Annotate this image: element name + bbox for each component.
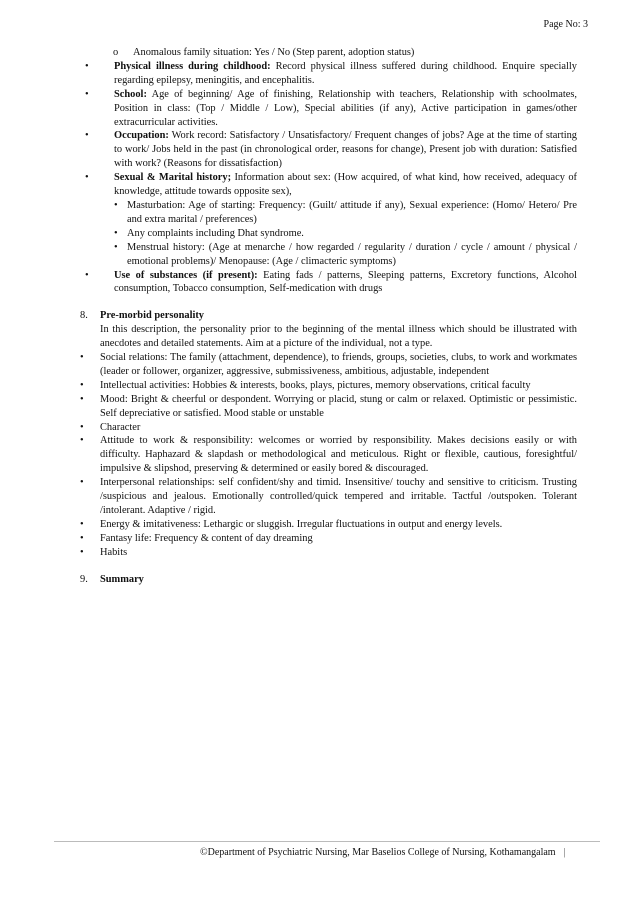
item-text: Character — [100, 421, 141, 433]
bullet-marker: • — [85, 88, 89, 100]
circle-item — [113, 46, 577, 60]
list-item-school — [85, 88, 577, 130]
list-item-occupation — [85, 129, 577, 171]
bullet-marker: • — [85, 269, 89, 281]
bullet-marker: • — [114, 199, 118, 211]
sub-item-masturbation — [114, 199, 577, 227]
list-item-physical-illness — [85, 60, 577, 88]
circle-marker: o — [113, 47, 119, 58]
sub-item-text: Menstrual history: (Age at menarche / how regarded / regularity / duration / cycle / amount / physical / emotional problems)/ Menopause: (Age / climacteric symptoms) — [127, 241, 577, 267]
personality-item — [80, 379, 577, 393]
personality-item — [80, 546, 577, 560]
footer-text: ©Department of Psychiatric Nursing, Mar Baselios College of Nursing, Kothamangalam — [200, 847, 556, 858]
bullet-marker: • — [85, 172, 89, 184]
sub-item-menstrual — [114, 241, 577, 269]
item-text: Eating fads / patterns, Sleeping patterns, Excretory functions, Alcohol consumption, Tobacco consumption, Self-medication with drugs — [114, 269, 577, 295]
item-text: Habits — [100, 546, 128, 558]
personality-item — [80, 476, 577, 518]
bullet-marker: • — [80, 532, 84, 544]
section-title: Summary — [100, 573, 144, 585]
sub-item-text: Masturbation: Age of starting: Frequency: (Guilt/ attitude if any), Sexual experience: (Homo/ Hetero/ Pre and extra marital / preferences) — [127, 199, 577, 225]
item-text: Age of beginning/ Age of finishing, Relationship with teachers, Relationship with schoolmates, Position in class: (Top / Middle / Low), Special abilities (if any), Active participation in games/other extracurricular activities. — [114, 88, 577, 128]
section-number: 8. — [80, 310, 88, 322]
item-text: Information about sex: (How acquired, of what kind, how received, adequacy of knowledge, attitude towards opposite sex), — [114, 172, 577, 198]
circle-item-text: Anomalous family situation: Yes / No (Step parent, adoption status) — [133, 47, 415, 58]
bullet-marker: • — [80, 518, 84, 530]
personality-item — [80, 518, 577, 532]
bullet-marker: • — [85, 60, 89, 72]
item-text: Intellectual activities: Hobbies & interests, books, plays, pictures, memory observations, critical faculty — [100, 379, 531, 391]
bullet-marker: • — [80, 435, 84, 447]
item-text: Work record: Satisfactory / Unsatisfactory/ Frequent changes of jobs? Age at the time of starting to work/ Jobs held in the past (in chronological order, reasons for change), Present job with duration: Satisfied with work? (Reasons for dissatisfaction) — [114, 130, 577, 170]
list-item-sexual-marital — [85, 171, 577, 199]
personality-item — [80, 351, 577, 379]
bullet-marker: • — [80, 421, 84, 433]
item-label: Occupation: — [114, 130, 169, 142]
list-item-substances — [85, 269, 577, 297]
section-9-heading — [80, 573, 577, 587]
item-text: Attitude to work & responsibility: welcomes or worried by responsibility. Makes decisions easily or with difficulty. Haphazard & slapdash or methodological and meticulous. Right or flexible, cautious, foresightful/ impulsive & slipshod, preserving & determined or easily bored & discouraged. — [100, 435, 577, 475]
footer-separator: | — [563, 847, 566, 858]
bullet-marker: • — [80, 352, 84, 364]
item-text: Social relations: The family (attachment, dependence), to friends, groups, societies, clubs, to work and workmates (leader or follower, organizer, aggressive, submissiveness, ambitious, adjustable, independent — [100, 352, 577, 377]
item-text: Interpersonal relationships: self confident/shy and timid. Insensitive/ touchy and sensitive to criticism. Trusting /suspicious and jealous. Emotionally controlled/quick tempered and irritable. Tactful /outspoken. Tolerant /intolerant. Adaptive / rigid. — [100, 477, 577, 516]
personality-item — [80, 421, 577, 435]
bullet-marker: • — [80, 477, 84, 489]
bullet-marker: • — [85, 130, 89, 142]
personality-item — [80, 434, 577, 476]
footer-divider — [54, 841, 600, 842]
item-label: School: — [114, 88, 147, 100]
bullet-marker: • — [80, 393, 84, 405]
bullet-marker: • — [114, 241, 118, 253]
item-label: Use of substances (if present): — [114, 269, 258, 281]
personality-item — [80, 393, 577, 421]
bullet-marker: • — [80, 379, 84, 391]
section-number: 9. — [80, 573, 88, 585]
section-title: Pre-morbid personality — [100, 310, 204, 322]
personality-item — [80, 532, 577, 546]
page-number: Page No: 3 — [543, 19, 588, 30]
section-8-heading — [80, 309, 577, 323]
item-text: Fantasy life: Frequency & content of day dreaming — [100, 532, 313, 544]
sub-item-dhat — [114, 227, 577, 241]
footer — [200, 847, 566, 858]
item-text: Energy & imitativeness: Lethargic or sluggish. Irregular fluctuations in output and energy levels. — [100, 518, 503, 530]
item-text: Mood: Bright & cheerful or despondent. Worrying or placid, stung or calm or relaxed. Optimistic or pessimistic. Self depreciative or satisfied. Mood stable or unstable — [100, 393, 577, 419]
item-label: Physical illness during childhood: — [114, 60, 271, 72]
document-body — [80, 46, 577, 587]
bullet-marker: • — [80, 546, 84, 558]
sub-item-text: Any complaints including Dhat syndrome. — [127, 227, 304, 239]
section-8-intro: In this description, the personality prior to the beginning of the mental illness which should be illustrated with anecdotes and detailed statements. Aim at a picture of the individual, not a type. — [100, 324, 577, 350]
item-label: Sexual & Marital history; — [114, 172, 232, 184]
bullet-marker: • — [114, 227, 118, 239]
item-text: Record physical illness suffered during childhood. Enquire specially regarding epilepsy, meningitis, and encephalitis. — [114, 60, 577, 86]
